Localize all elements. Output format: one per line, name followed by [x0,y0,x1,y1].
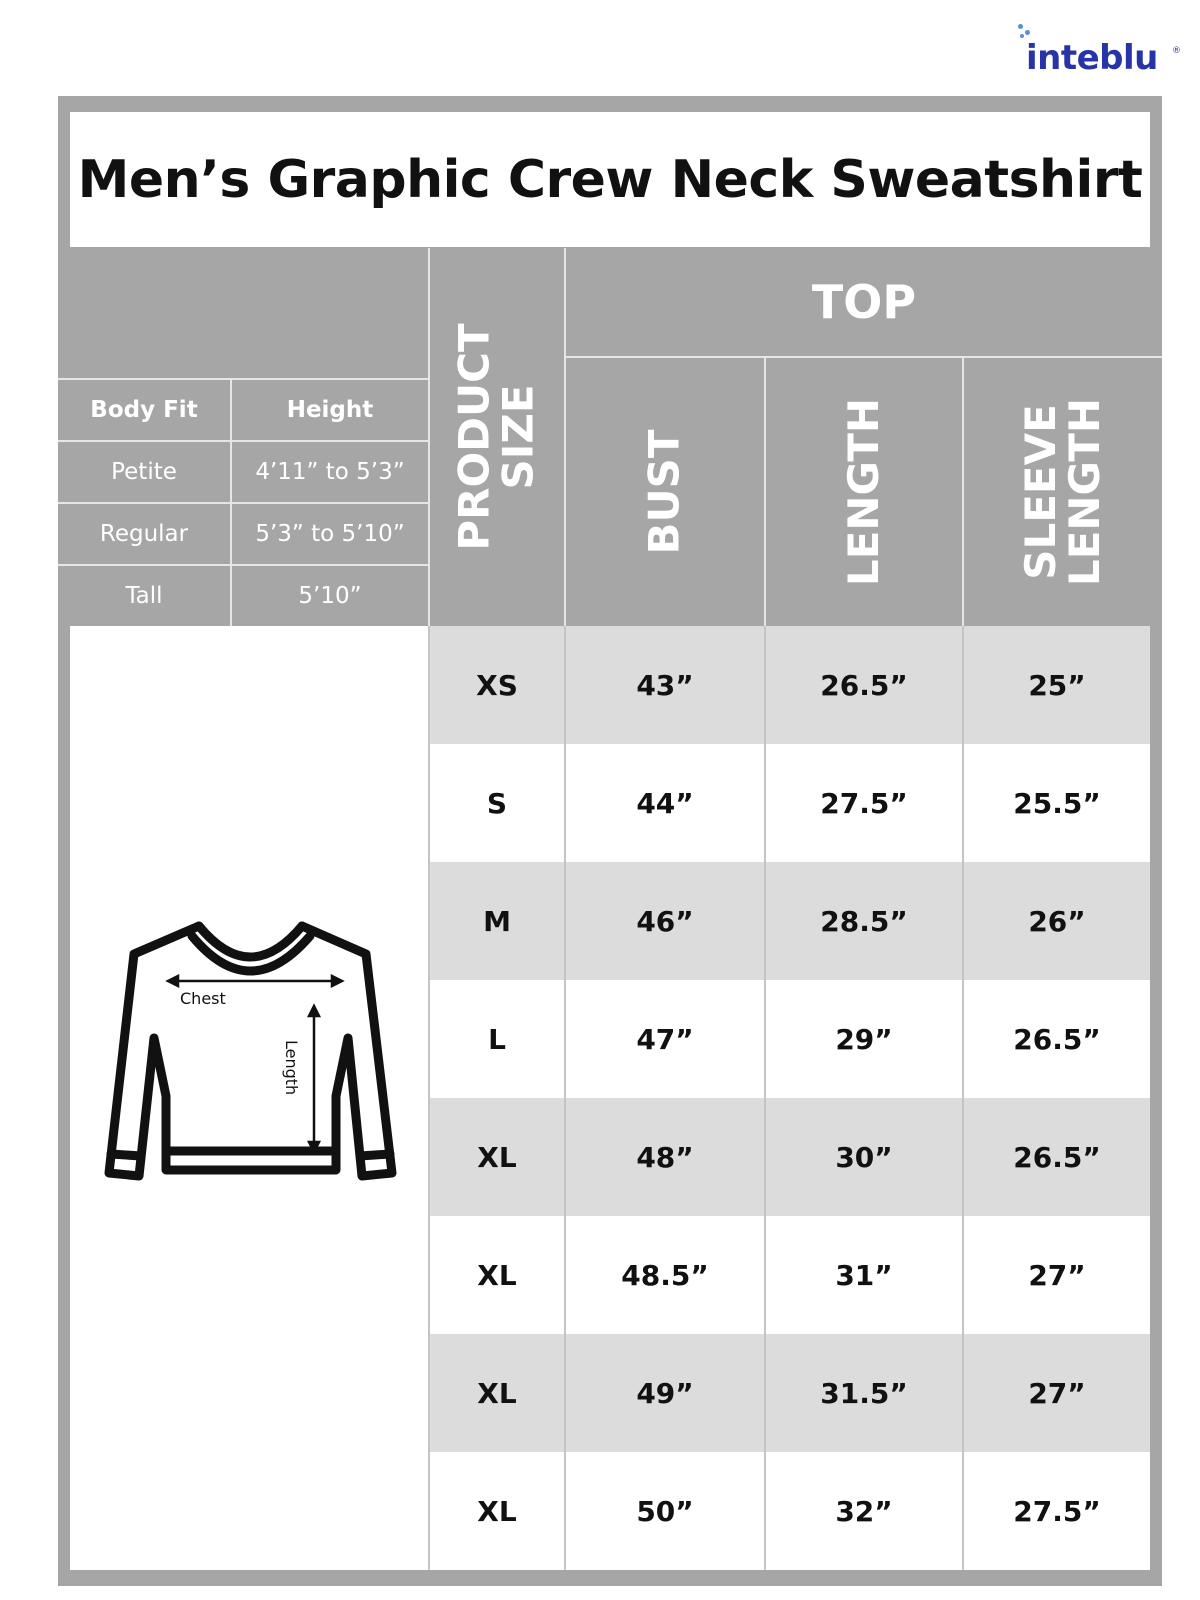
cell-sleeve: 25” [1028,668,1086,702]
chest-label: Chest [180,989,226,1008]
cell-sleeve: 25.5” [1013,786,1101,820]
bodyfit-fit: Petite [111,459,177,485]
cell-size: XL [477,1494,517,1528]
cell-bust: 48” [636,1140,694,1174]
bodyfit-header-height: Height [286,397,374,423]
cell-length: 27.5” [820,786,908,820]
bodyfit-height: 4’11” to 5’3” [255,459,405,485]
column-group-top: TOP [811,275,917,329]
cell-size: M [483,904,511,938]
brand-registered-mark: ® [1172,46,1181,56]
column-header-bust-text: BUST [639,429,689,555]
cell-sleeve: 27” [1028,1258,1086,1292]
bodyfit-fit: Tall [125,583,163,609]
cell-length: 28.5” [820,904,908,938]
bodyfit-fit: Regular [99,521,189,547]
page-title: Men’s Graphic Crew Neck Sweatshirt [77,149,1143,210]
cell-size: XL [477,1140,517,1174]
length-label: Length [282,1040,301,1096]
cell-sleeve: 27” [1028,1376,1086,1410]
cell-size: S [486,786,508,820]
column-header-sleeve-length [964,358,1162,626]
column-divider [428,626,430,1570]
column-header-sleeve-line2: LENGTH [1059,397,1109,587]
cell-size: XS [476,668,518,702]
column-divider [564,626,566,1570]
table-row [430,980,1150,1098]
cell-sleeve: 26.5” [1013,1140,1101,1174]
table-row [430,1334,1150,1452]
cell-bust: 49” [636,1376,694,1410]
table-row [430,626,1150,744]
cell-size: XL [477,1258,517,1292]
cell-bust: 50” [636,1494,694,1528]
column-divider [764,626,766,1570]
brand-logo [1018,20,1188,80]
cell-length: 29” [835,1022,893,1056]
table-row [430,862,1150,980]
cell-size: XL [477,1376,517,1410]
cell-bust: 43” [636,668,694,702]
table-row [430,1098,1150,1216]
cell-length: 31.5” [820,1376,908,1410]
column-divider [962,626,964,1570]
table-row [430,1216,1150,1334]
column-header-product-size [430,248,564,626]
title-box [70,112,1150,247]
column-header-product-size-line2: SIZE [494,384,543,490]
column-header-sleeve-line1: SLEEVE [1015,404,1065,580]
column-header-length-text: LENGTH [838,397,888,587]
cell-size: L [488,1022,506,1056]
cell-bust: 48.5” [621,1258,709,1292]
cell-bust: 44” [636,786,694,820]
cell-length: 30” [835,1140,893,1174]
cell-bust: 47” [636,1022,694,1056]
table-row [430,1452,1150,1570]
cell-length: 26.5” [820,668,908,702]
column-header-bust [566,358,764,626]
cell-sleeve: 26” [1028,904,1086,938]
cell-sleeve: 26.5” [1013,1022,1101,1056]
cell-bust: 46” [636,904,694,938]
bodyfit-height: 5’10” [298,583,362,609]
cell-length: 32” [835,1494,893,1528]
cell-sleeve: 27.5” [1013,1494,1101,1528]
column-header-product-size-line1: PRODUCT [450,323,499,551]
bodyfit-header-fit: Body Fit [90,397,198,423]
cell-length: 31” [835,1258,893,1292]
column-header-length [766,358,962,626]
bodyfit-height: 5’3” to 5’10” [255,521,405,547]
sweatshirt-icon [104,918,404,1218]
brand-name: inteblu [1026,38,1158,78]
table-row [430,744,1150,862]
